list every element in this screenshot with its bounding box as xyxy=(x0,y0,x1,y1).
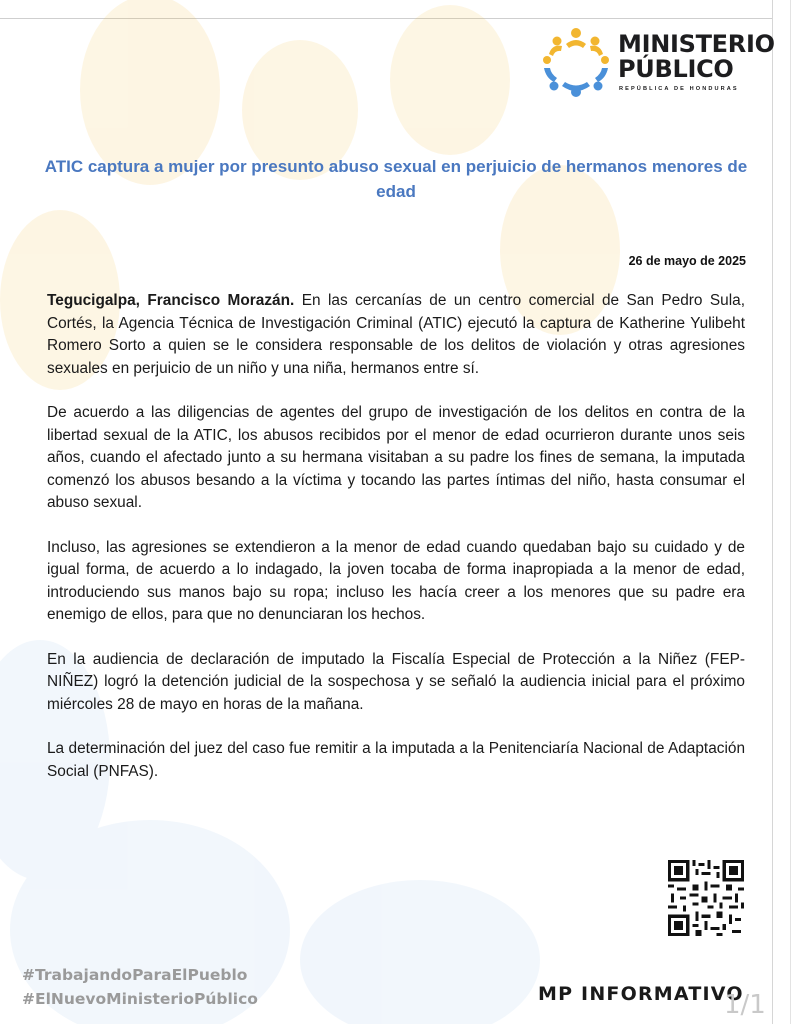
paragraph-4: En la audiencia de declaración de imputado la Fiscalía Especial de Protección a la Niñez (FEP-NIÑEZ) logró la detención judicial de la sospechosa y se señaló la audiencia inicial para el próximo miércoles 28 de mayo en horas de la mañana. xyxy=(47,650,745,713)
dateline: Tegucigalpa, Francisco Morazán. xyxy=(47,292,295,309)
article-body xyxy=(47,290,745,805)
paragraph-5: La determinación del juez del caso fue remitir a la imputada a la Penitenciaría Nacional de Adaptación Social (PNFAS). xyxy=(47,740,745,780)
mp-informativo-brand: MP INFORMATIVO xyxy=(538,983,744,1005)
right-edge-line xyxy=(790,0,791,1024)
article-title: ATIC captura a mujer por presunto abuso sexual en perjuicio de hermanos menores de edad xyxy=(44,157,748,201)
page-number: 1/1 xyxy=(724,990,766,1020)
logo-title-line2: PÚBLICO xyxy=(618,55,734,83)
hashtag-nuevo-ministerio: #ElNuevoMinisterioPúblico xyxy=(22,990,258,1008)
right-margin-line xyxy=(772,0,773,1024)
people-circle-icon xyxy=(540,26,612,98)
top-divider xyxy=(0,18,772,19)
hashtags xyxy=(22,963,258,1011)
qr-code[interactable] xyxy=(668,860,744,936)
paragraph-3: Incluso, las agresiones se extendieron a la menor de edad cuando quedaban bajo su cuidado y de igual forma, de acuerdo a lo indagado, la joven tocaba de forma inapropiada a la menor de edad, introduciendo sus manos bajo su ropa; incluso les hacía creer a los menores que su padre era enemigo de ellos, para que no denunciaran los hechos. xyxy=(47,538,745,623)
ministerio-publico-logo xyxy=(540,22,775,102)
article-date: 26 de mayo de 2025 xyxy=(628,254,746,268)
paragraph-1 xyxy=(47,290,745,380)
logo-title-line1: MINISTERIO xyxy=(618,30,775,58)
paragraph-2: De acuerdo a las diligencias de agentes del grupo de investigación de los delitos en contra de la libertad sexual de la ATIC, los abusos recibidos por el menor de edad ocurrieron durante unos seis años, cuando el afectado junto a su hermana visitaban a su padre los fines de semana, la imputada comenzó los abusos besando a la víctima y tocando las partes íntimas del niño, hasta consumar el abuso sexual. xyxy=(47,404,745,511)
logo-subtitle: REPÚBLICA DE HONDURAS xyxy=(619,86,739,92)
paragraph-1-text: En las cercanías de un centro comercial de San Pedro Sula, Cortés, la Agencia Técnica de Investigación Criminal (ATIC) ejecutó la captura de Katherine Yulibeht Romero Sorto a quien se le considera responsable de los delitos de violación y otras agresiones sexuales en perjuicio de un niño y una niña, hermanos entre sí. xyxy=(47,292,745,377)
hashtag-trabajando: #TrabajandoParaElPueblo xyxy=(22,966,248,984)
